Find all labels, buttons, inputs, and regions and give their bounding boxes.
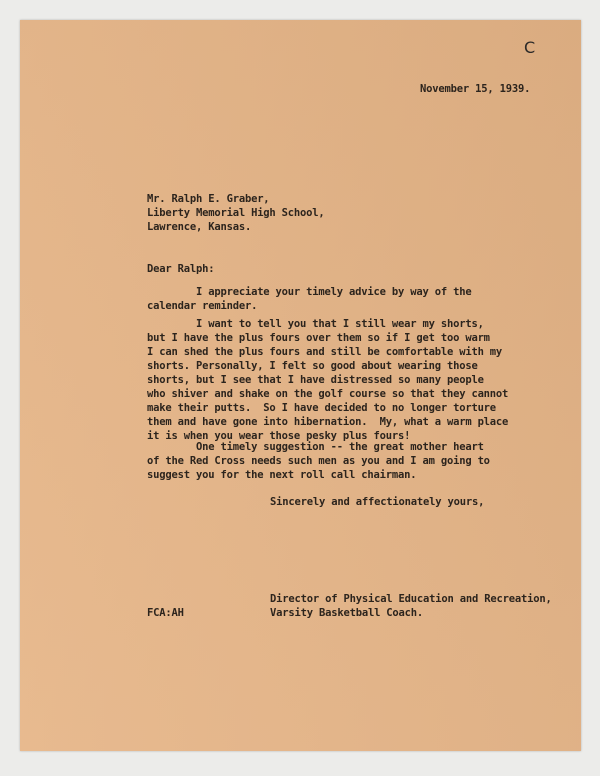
- recipient-address: [147, 192, 325, 234]
- paragraph-line: One timely suggestion -- the great mother heart: [147, 441, 484, 453]
- signature-title: [270, 592, 552, 620]
- salutation: Dear Ralph:: [147, 263, 215, 275]
- paragraph-line: suggest you for the next roll call chairman.: [147, 469, 417, 481]
- address-line: Lawrence, Kansas.: [147, 221, 252, 233]
- paragraph-line: it is when you wear those pesky plus fours!: [147, 430, 411, 442]
- paragraph-line: I want to tell you that I still wear my shorts,: [147, 318, 484, 330]
- paragraph-line: I can shed the plus fours and still be comfortable with my: [147, 346, 503, 358]
- address-line: Liberty Memorial High School,: [147, 207, 325, 219]
- paragraph-line: but I have the plus fours over them so if I get too warm: [147, 332, 490, 344]
- paragraph-2: [147, 317, 508, 443]
- closing: Sincerely and affectionately yours,: [270, 496, 485, 508]
- address-line: Mr. Ralph E. Graber,: [147, 193, 270, 205]
- paragraph-line: them and have gone into hibernation. My, what a warm place: [147, 416, 509, 428]
- letter-date: November 15, 1939.: [420, 83, 531, 95]
- signature-title-line: Director of Physical Education and Recreation,: [270, 593, 552, 605]
- paragraph-line: I appreciate your timely advice by way of the: [147, 286, 472, 298]
- paragraph-line: shorts. Personally, I felt so good about wearing those: [147, 360, 478, 372]
- typist-initials: FCA:AH: [147, 607, 184, 619]
- paragraph-line: make their putts. So I have decided to no longer torture: [147, 402, 496, 414]
- paragraph-line: shorts, but I see that I have distressed so many people: [147, 374, 484, 386]
- paragraph-3: [147, 440, 490, 482]
- paragraph-line: of the Red Cross needs such men as you and I am going to: [147, 455, 490, 467]
- signature-title-line: Varsity Basketball Coach.: [270, 607, 424, 619]
- paragraph-line: who shiver and shake on the golf course so that they cannot: [147, 388, 509, 400]
- paragraph-line: calendar reminder.: [147, 300, 258, 312]
- paragraph-1: [147, 285, 471, 313]
- handwritten-corner-mark: C: [524, 38, 536, 57]
